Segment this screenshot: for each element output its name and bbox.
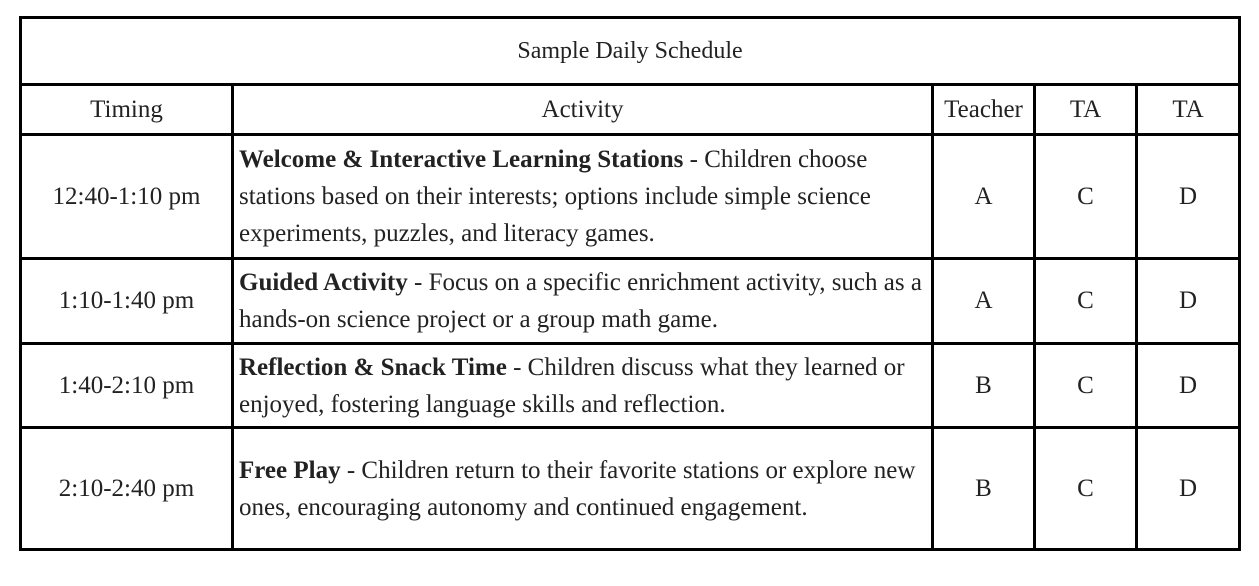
activity-title: Free Play: [239, 456, 341, 484]
teacher-cell: B: [933, 344, 1035, 428]
ta-2-cell: D: [1137, 344, 1240, 428]
activity-title: Guided Activity: [239, 269, 408, 296]
ta-2-cell: D: [1137, 135, 1240, 259]
table-row: [21, 428, 1240, 550]
timing-cell: 12:40-1:10 pm: [21, 135, 233, 259]
activity-description: - Children discuss what they learned or enjoyed, fostering language skills and reflection.: [239, 353, 905, 418]
activity-cell: [233, 259, 933, 344]
table-row: [21, 135, 1240, 259]
timing-cell: 1:10-1:40 pm: [21, 259, 233, 344]
timing-cell: 2:10-2:40 pm: [21, 428, 233, 550]
timing-cell: 1:40-2:10 pm: [21, 344, 233, 428]
ta-2-cell: D: [1137, 259, 1240, 344]
header-teacher: Teacher: [933, 85, 1035, 135]
activity-cell: [233, 135, 933, 259]
header-timing: Timing: [21, 85, 233, 135]
activity-cell: [233, 344, 933, 428]
activity-description: - Focus on a specific enrichment activity, such as a hands-on science project or a group math game.: [239, 269, 922, 333]
header-ta-1: TA: [1035, 85, 1137, 135]
table-row: [21, 344, 1240, 428]
ta-1-cell: C: [1035, 428, 1137, 550]
ta-2-cell: D: [1137, 428, 1240, 550]
ta-1-cell: C: [1035, 135, 1137, 259]
activity-description: - Children choose stations based on their interests; options include simple science experiments, puzzles, and literacy games.: [239, 146, 871, 247]
activity-cell: [233, 428, 933, 550]
activity-description: - Children return to their favorite stations or explore new ones, encouraging autonomy and continued engagement.: [239, 456, 916, 521]
teacher-cell: B: [933, 428, 1035, 550]
teacher-cell: A: [933, 135, 1035, 259]
table-row: [21, 259, 1240, 344]
ta-1-cell: C: [1035, 344, 1137, 428]
teacher-cell: A: [933, 259, 1035, 344]
activity-title: Welcome & Interactive Learning Stations: [239, 146, 684, 173]
title-row: [21, 18, 1240, 85]
header-row: [21, 85, 1240, 135]
header-activity: Activity: [233, 85, 933, 135]
header-ta-2: TA: [1137, 85, 1240, 135]
activity-title: Reflection & Snack Time: [239, 353, 507, 381]
ta-1-cell: C: [1035, 259, 1137, 344]
table-title: Sample Daily Schedule: [21, 18, 1240, 85]
schedule-table: [19, 16, 1241, 551]
